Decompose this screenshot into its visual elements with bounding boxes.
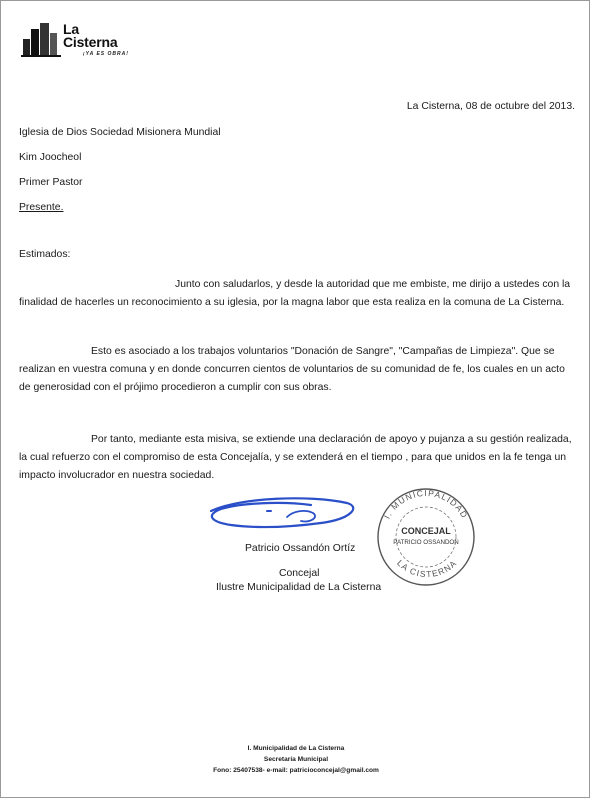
greeting: Estimados: (19, 249, 71, 260)
paragraph-2-line-1: Esto es asociado a los trabajos voluntarios "Donación de Sangre", "Campañas de Limpieza". Que se (91, 346, 555, 357)
signatory-role: Concejal (279, 568, 320, 579)
paragraph-2-line-3: de generosidad con el prójimo procedieron a cumplir con sus obras. (19, 382, 332, 393)
footer-line-3: Fono: 25407538- e-mail: patricioconcejal@gmail.com (213, 767, 379, 774)
paragraph-1-line-2: finalidad de hacerles un reconocimiento a su iglesia, por la magna labor que esta realiza en la comuna de La Cisterna. (19, 297, 565, 308)
stamp-center-line-1: CONCEJAL (401, 526, 451, 536)
signatory-institution: Ilustre Municipalidad de La Cisterna (216, 582, 382, 593)
footer-line-1: I. Municipalidad de La Cisterna (247, 745, 345, 752)
svg-text:LA CISTERNA (395, 558, 459, 579)
stamp-top-text: I. MUNICIPALIDAD (381, 487, 471, 521)
letter-date: La Cisterna, 08 de octubre del 2013. (406, 101, 575, 112)
municipality-logo (21, 17, 141, 65)
presente-label: Presente. (19, 202, 64, 213)
recipient-name: Kim Joocheol (19, 152, 82, 163)
handwritten-signature (201, 493, 361, 537)
stamp-bottom-text: LA CISTERNA (395, 557, 459, 580)
paragraph-3-line-1: Por tanto, mediante esta misiva, se extiende una declaración de apoyo y pujanza a su gestión realizada, (91, 434, 572, 445)
official-stamp (367, 479, 485, 587)
footer-line-2: Secretaría Municipal (263, 756, 329, 763)
svg-text:I. MUNICIPALIDAD (382, 488, 470, 520)
building-logo-icon (21, 19, 65, 59)
paragraph-1-line-1: Junto con saludarlos, y desde la autoridad que me embiste, me dirijo a ustedes con la (175, 279, 571, 290)
logo-wordmark (63, 23, 117, 49)
recipient-title: Primer Pastor (19, 177, 83, 188)
paragraph-3-line-2: la cual refuerzo con el compromiso de esta Concejalía, y se extenderá en el tiempo , para que unidos en la fe tenga un (19, 452, 566, 463)
logo-line-1: La (63, 21, 79, 37)
signatory-name: Patricio Ossandón Ortíz (245, 543, 356, 554)
paragraph-3-line-3: impacto involucrador en nuestra sociedad. (19, 470, 215, 481)
paragraph-2-line-2: realizan en vuestra comuna y en donde concurren cientos de voluntarios de su comunidad de fe, los cuales en un acto (19, 364, 565, 375)
stamp-center-line-2: PATRICIO OSSANDON (393, 539, 459, 546)
recipient-organization: Iglesia de Dios Sociedad Misionera Mundial (19, 127, 221, 138)
logo-tagline: ¡YA ES OBRA! (83, 51, 129, 57)
logo-line-2: Cisterna (63, 34, 118, 50)
